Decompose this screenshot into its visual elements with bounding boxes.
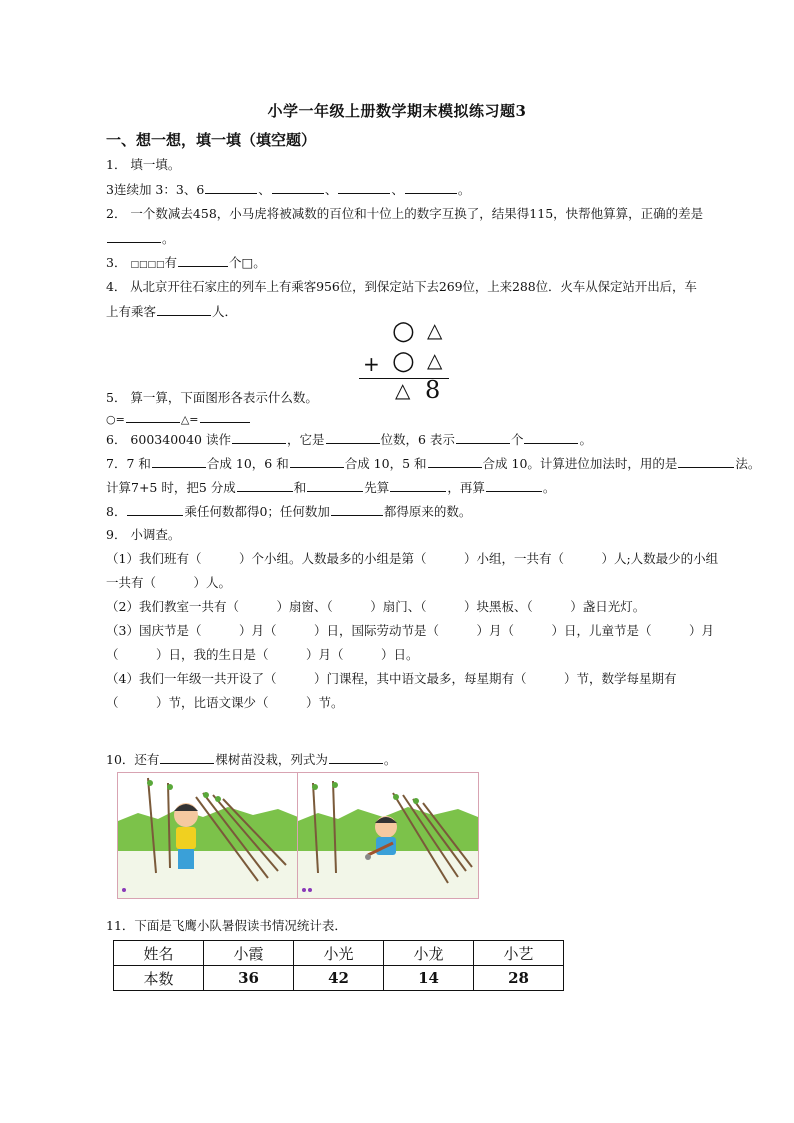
question-4-line1: 4． 从北京开往石家庄的列车上有乘客956位，到保定站下去269位，上来288位．火车从保定站开出后，车 bbox=[106, 279, 697, 294]
table-cell: 姓名 bbox=[114, 941, 204, 966]
q10-b: 棵树苗没栽，列式为 bbox=[215, 752, 328, 767]
question-9-stem: 9． 小调查。 bbox=[106, 527, 181, 542]
blank bbox=[326, 431, 380, 444]
plus-sign: + bbox=[363, 352, 380, 376]
question-10 bbox=[106, 751, 396, 768]
triangle-icon: △ bbox=[427, 318, 443, 342]
question-9-part1-line1: （1）我们班有（ ）个小组。人数最多的小组是第（ ）小组，一共有（ ）人;人数最少的小组 bbox=[106, 551, 719, 566]
question-9-part2: （2）我们教室一共有（ ）扇窗、（ ）扇门、（ ）块黑板、（ ）盏日光灯。 bbox=[106, 599, 646, 614]
question-6 bbox=[106, 431, 592, 448]
question-2-line2 bbox=[106, 230, 175, 247]
picture-boy-digging bbox=[297, 772, 479, 899]
blank bbox=[307, 479, 363, 492]
blank bbox=[456, 431, 510, 444]
q3-squares: □□□□ bbox=[130, 260, 165, 270]
table-header-row bbox=[114, 941, 564, 966]
q6-e: 。 bbox=[579, 432, 592, 447]
digit-eight: 8 bbox=[425, 376, 441, 404]
table-cell: 本数 bbox=[114, 966, 204, 991]
q6-c: 位数，6 表示 bbox=[380, 432, 455, 447]
q2-end: 。 bbox=[162, 231, 175, 246]
circle-icon: ○ bbox=[392, 346, 415, 376]
question-4-line2 bbox=[106, 303, 237, 320]
page-title: 小学一年级上册数学期末模拟练习题3 bbox=[267, 102, 527, 120]
blank bbox=[178, 254, 228, 267]
triangle-answer-label: △= bbox=[180, 413, 199, 426]
q8-b: 乘任何数都得0；任何数加 bbox=[184, 504, 330, 519]
blank bbox=[200, 410, 250, 423]
q7-d: 合成 10。计算进位加法时，用的是 bbox=[482, 456, 678, 471]
circle-answer-label: ○= bbox=[106, 413, 125, 426]
blank bbox=[331, 503, 383, 516]
q8-a: 8． bbox=[106, 504, 127, 519]
blank bbox=[205, 181, 257, 194]
question-9-part4-line1: （4）我们一年级一共开设了（ ）门课程，其中语文最多，每星期有（ ）节，数学每星期有 bbox=[106, 671, 677, 686]
table-row bbox=[114, 966, 564, 991]
dot-marker bbox=[302, 888, 306, 892]
q6-b: ，它是 bbox=[286, 432, 325, 447]
q7-f: 计算7+5 时，把5 分成 bbox=[106, 480, 236, 495]
section-heading: 一、想一想，填一填（填空题） bbox=[106, 131, 317, 149]
question-9-part3-line2: （ ）日，我的生日是（ ）月（ ）日。 bbox=[106, 647, 419, 662]
triangle-icon: △ bbox=[427, 348, 443, 372]
q4-text: 上有乘客 bbox=[106, 304, 157, 319]
table-cell: 小霞 bbox=[204, 941, 294, 966]
q7-i: ，再算 bbox=[447, 480, 485, 495]
blank bbox=[107, 230, 161, 243]
q7-a: 7．7 和 bbox=[106, 456, 151, 471]
q6-a: 6． 600340040 读作 bbox=[106, 432, 231, 447]
table-cell: 小艺 bbox=[474, 941, 564, 966]
q3-prefix: 3． bbox=[106, 255, 131, 270]
question-8 bbox=[106, 503, 471, 520]
question-7-line2 bbox=[106, 479, 555, 496]
blank bbox=[152, 455, 206, 468]
question-1-stem: 1． 填一填。 bbox=[106, 157, 181, 172]
question-5-answers bbox=[106, 410, 251, 428]
circle-icon: ○ bbox=[392, 316, 415, 346]
blank bbox=[160, 751, 214, 764]
table-cell: 36 bbox=[204, 966, 294, 991]
question-11-stem: 11．下面是飞鹰小队暑假读书情况统计表． bbox=[106, 918, 347, 933]
question-9-part3-line1: （3）国庆节是（ ）月（ ）日，国际劳动节是（ ）月（ ）日，儿童节是（ ）月 bbox=[106, 623, 714, 638]
q10-a: 10．还有 bbox=[106, 752, 160, 767]
blank bbox=[338, 181, 390, 194]
blank bbox=[678, 455, 734, 468]
q10-c: 。 bbox=[383, 752, 397, 767]
q7-e: 法。 bbox=[735, 456, 761, 471]
q7-j: 。 bbox=[542, 480, 556, 495]
dot-marker bbox=[122, 888, 126, 892]
q7-c: 合成 10，5 和 bbox=[344, 456, 427, 471]
blank bbox=[237, 479, 293, 492]
blank bbox=[524, 431, 578, 444]
q6-d: 个 bbox=[510, 432, 524, 447]
question-3 bbox=[106, 254, 266, 273]
blank bbox=[428, 455, 482, 468]
table-cell: 28 bbox=[474, 966, 564, 991]
q1-sep: 、 bbox=[391, 182, 404, 197]
blank bbox=[405, 181, 457, 194]
question-7-line1 bbox=[106, 455, 760, 472]
q3-mid: 有 bbox=[164, 255, 177, 270]
blank bbox=[126, 410, 180, 423]
triangle-icon: △ bbox=[395, 378, 411, 402]
question-9-part4-line2: （ ）节，比语文课少（ ）节。 bbox=[106, 695, 344, 710]
blank bbox=[290, 455, 344, 468]
table-cell: 小龙 bbox=[384, 941, 474, 966]
q7-h: 先算 bbox=[364, 480, 390, 495]
planting-scene-1 bbox=[118, 773, 298, 898]
q1-sep: 、 bbox=[324, 182, 338, 197]
q1-sep: 、 bbox=[258, 182, 271, 197]
vertical-addition-diagram bbox=[355, 318, 455, 408]
table-cell: 42 bbox=[294, 966, 384, 991]
reading-stats-table bbox=[113, 940, 564, 991]
blank bbox=[486, 479, 542, 492]
dot-marker bbox=[308, 888, 312, 892]
q4-end: 人． bbox=[212, 304, 238, 319]
question-5-stem: 5． 算一算，下面图形各表示什么数。 bbox=[106, 390, 318, 405]
question-2-line1: 2． 一个数减去458，小马虎将被减数的百位和十位上的数字互换了，结果得115，快帮他算算，正确的差是 bbox=[106, 206, 704, 221]
table-cell: 小光 bbox=[294, 941, 384, 966]
question-9-part1-line2: 一共有（ ）人。 bbox=[106, 575, 232, 590]
picture-boy-standing bbox=[117, 772, 299, 899]
q1-text: 3连续加 3：3、6 bbox=[106, 182, 205, 197]
blank bbox=[272, 181, 324, 194]
blank bbox=[232, 431, 286, 444]
q7-b: 合成 10，6 和 bbox=[206, 456, 289, 471]
q7-g: 和 bbox=[293, 480, 307, 495]
table-cell: 14 bbox=[384, 966, 474, 991]
blank bbox=[157, 303, 211, 316]
planting-scene-2 bbox=[298, 773, 478, 898]
q8-c: 都得原来的数。 bbox=[383, 504, 472, 519]
blank bbox=[127, 503, 183, 516]
question-1-line bbox=[106, 181, 470, 198]
q1-end: 。 bbox=[457, 182, 471, 197]
q3-suffix: 个□。 bbox=[228, 255, 266, 270]
blank bbox=[329, 751, 383, 764]
blank bbox=[390, 479, 446, 492]
